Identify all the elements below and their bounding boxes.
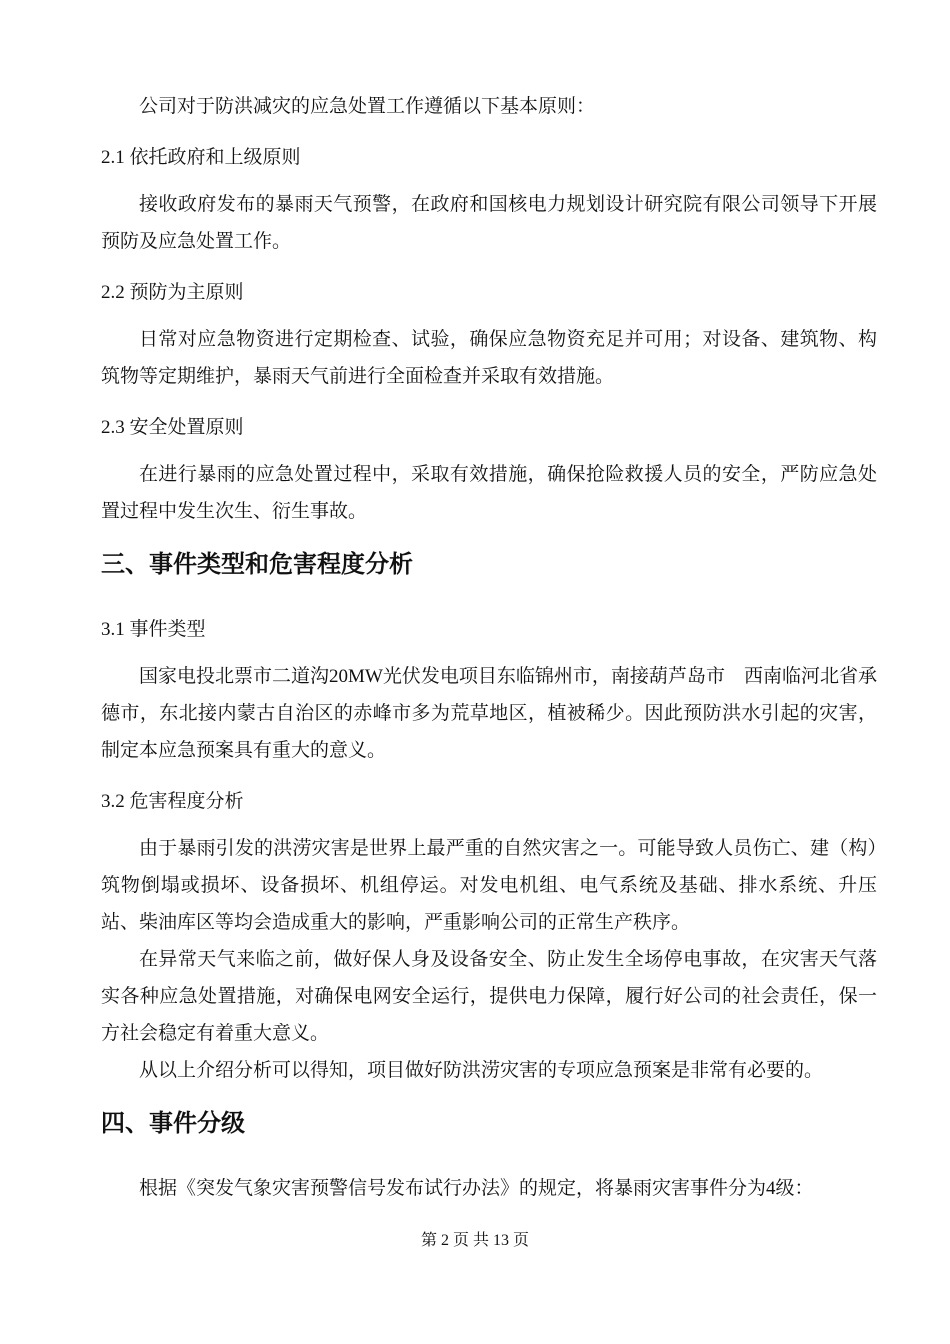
paragraph-2-1: 接收政府发布的暴雨天气预警，在政府和国核电力规划设计研究院有限公司领导下开展预防及应急处置工作。 xyxy=(101,194,877,252)
paragraph-3-2-2: 在异常天气来临之前，做好保人身及设备安全、防止发生全场停电事故，在灾害天气落实各种应急处置措施，对确保电网安全运行，提供电力保障，履行好公司的社会责任，保一方社会稳定有着重大意义。 xyxy=(101,949,877,1044)
heading-2-1: 2.1 依托政府和上级原则 xyxy=(101,147,301,168)
intro-paragraph: 公司对于防洪减灾的应急处置工作遵循以下基本原则： xyxy=(139,96,596,117)
paragraph-3-2-1: 由于暴雨引发的洪涝灾害是世界上最严重的自然灾害之一。可能导致人员伤亡、建（构）筑物倒塌或损坏、设备损坏、机组停运。对发电机组、电气系统及基础、排水系统、升压站、柴油库区等均会造成重大的影响，严重影响公司的正常生产秩序。 xyxy=(101,838,877,933)
heading-chapter-4: 四、事件分级 xyxy=(101,1110,245,1137)
paragraph-2-2: 日常对应急物资进行定期检查、试验，确保应急物资充足并可用；对设备、建筑物、构筑物等定期维护，暴雨天气前进行全面检查并采取有效措施。 xyxy=(101,329,877,387)
heading-chapter-3: 三、事件类型和危害程度分析 xyxy=(101,551,413,578)
paragraph-2-3: 在进行暴雨的应急处置过程中，采取有效措施，确保抢险救援人员的安全，严防应急处置过程中发生次生、衍生事故。 xyxy=(101,464,877,522)
heading-3-2: 3.2 危害程度分析 xyxy=(101,791,244,812)
paragraph-3-2-3: 从以上介绍分析可以得知，项目做好防洪涝灾害的专项应急预案是非常有必要的。 xyxy=(139,1060,824,1081)
page-footer: 第 2 页 共 13 页 xyxy=(420,1232,529,1249)
paragraph-4: 根据《突发气象灾害预警信号发布试行办法》的规定，将暴雨灾害事件分为4级： xyxy=(139,1178,814,1199)
heading-2-3: 2.3 安全处置原则 xyxy=(101,417,244,438)
heading-3-1: 3.1 事件类型 xyxy=(101,619,206,640)
heading-2-2: 2.2 预防为主原则 xyxy=(101,282,244,303)
paragraph-3-1: 国家电投北票市二道沟20MW光伏发电项目东临锦州市，南接葫芦岛市 西南临河北省承德市，东北接内蒙古自治区的赤峰市多为荒草地区，植被稀少。因此预防洪水引起的灾害，制定本应急预案具有重大的意义。 xyxy=(101,666,877,761)
